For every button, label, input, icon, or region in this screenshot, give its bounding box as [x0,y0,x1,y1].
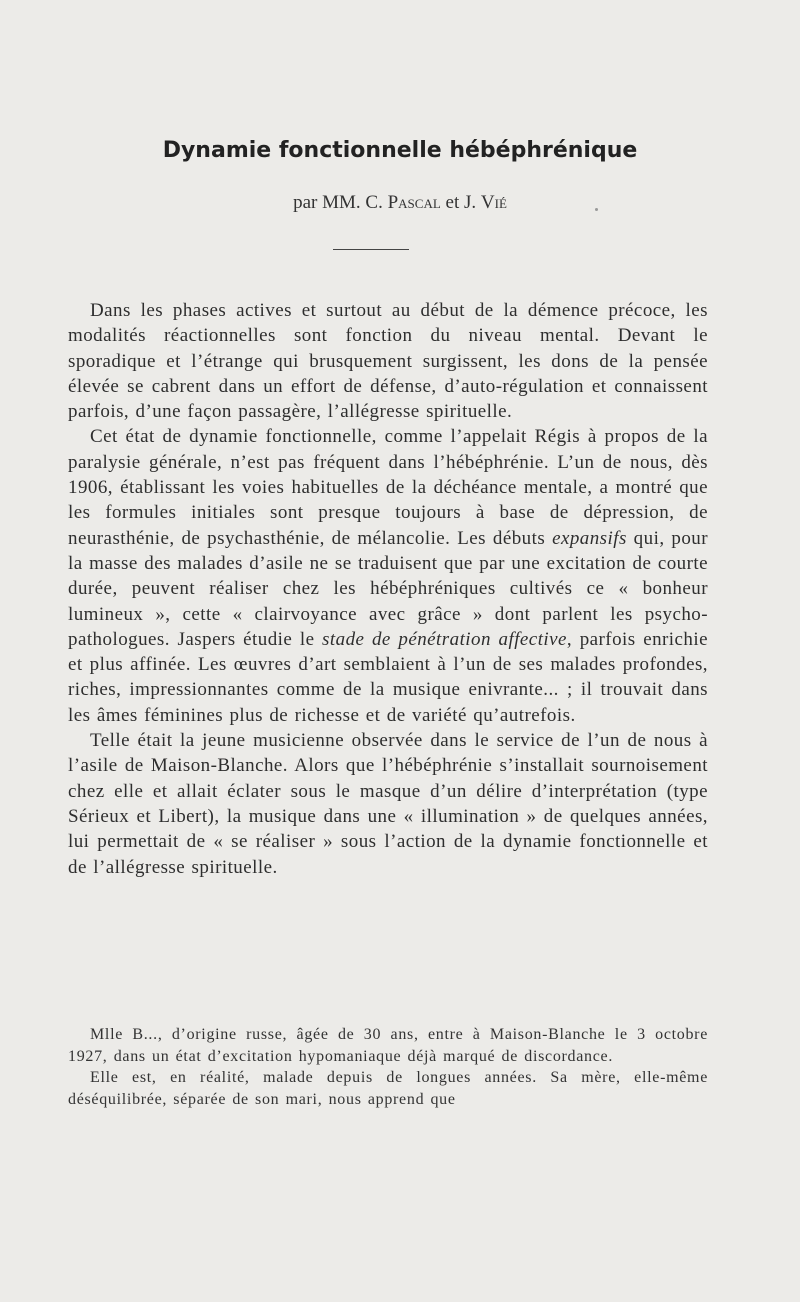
paragraph-intro: Dans les phases actives et surtout au début de la démence précoce, les modalités réactionnelles sont fonction du niveau mental. Devant le sporadique et l’étrange qui brusquement surgissent, les dons de la pensée élevée se cabrent dans un effort de défense, d’auto-régulation et connaissent parfois, d’une façon passagère, l’allégresse spirituelle. [68,300,708,423]
byline-prefix: par MM. C. [293,192,388,213]
paragraph-dynamie-part-c: qui, pour la masse des malades d’asile ne se traduisent que par une excitation de courte durée, peuvent réaliser chez les hébéphréniques cultivés ce « bonheur lumineux », cette « clairvoyance avec grâce » dont parlent les psycho-pathologues. Jaspers étudie le [68,527,709,650]
article-body [68,298,708,880]
author-pascal: Pascal [387,192,441,213]
case-notes [68,1024,708,1110]
article-title: Dynamie fonctionnelle hébéphrénique [162,138,638,163]
italic-stade: stade de pénétration affective [322,628,567,650]
title-divider [333,249,409,250]
author-byline [0,192,800,214]
speck [595,208,598,211]
paragraph-dynamie-part-e: , parfois enrichie et plus affinée. Les œuvres d’art semblaient à l’un de ses malades profondes, riches, impressionnantes comme de la musique enivrante... ; il trouvait dans les âmes féminines plus de richesse et de variété qu’autrefois. [68,628,708,726]
byline-connector: et J. [440,192,481,213]
paragraph-dynamie [68,424,708,728]
author-vie: Vié [480,192,507,213]
case-note-history: Elle est, en réalité, malade depuis de longues années. Sa mère, elle-même déséquilibrée, séparée de son mari, nous apprend que [68,1069,708,1108]
paragraph-musicienne: Telle était la jeune musicienne observée dans le service de l’un de nous à l’asile de Maison-Blanche. Alors que l’hébéphrénie s’installait sournoisement chez elle et allait éclater sous le masque d’un délire d’interprétation (type Sérieux et Libert), la musique dans une « illumination » de quelques années, lui permettait de « se réaliser » sous l’action de la dynamie fonctionnelle et de l’allégresse spirituelle. [68,730,708,878]
italic-expansifs: expansifs [552,527,627,549]
case-note-admission: Mlle B..., d’origine russe, âgée de 30 ans, entre à Maison-Blanche le 3 octobre 1927, dans un état d’excitation hypomaniaque déjà marqué de discordance. [68,1026,708,1065]
paragraph-dynamie-part-a: Cet état de dynamie fonctionnelle, comme l’appelait Régis à propos de la paralysie générale, n’est pas fréquent dans l’hébéphrénie. L’un de nous, dès 1906, établissant les voies habituelles de la déchéance mentale, a montré que les formules initiales sont presque toujours à base de dépression, de neurasthénie, de psychasthénie, de mélancolie. Les débuts [68,426,708,549]
